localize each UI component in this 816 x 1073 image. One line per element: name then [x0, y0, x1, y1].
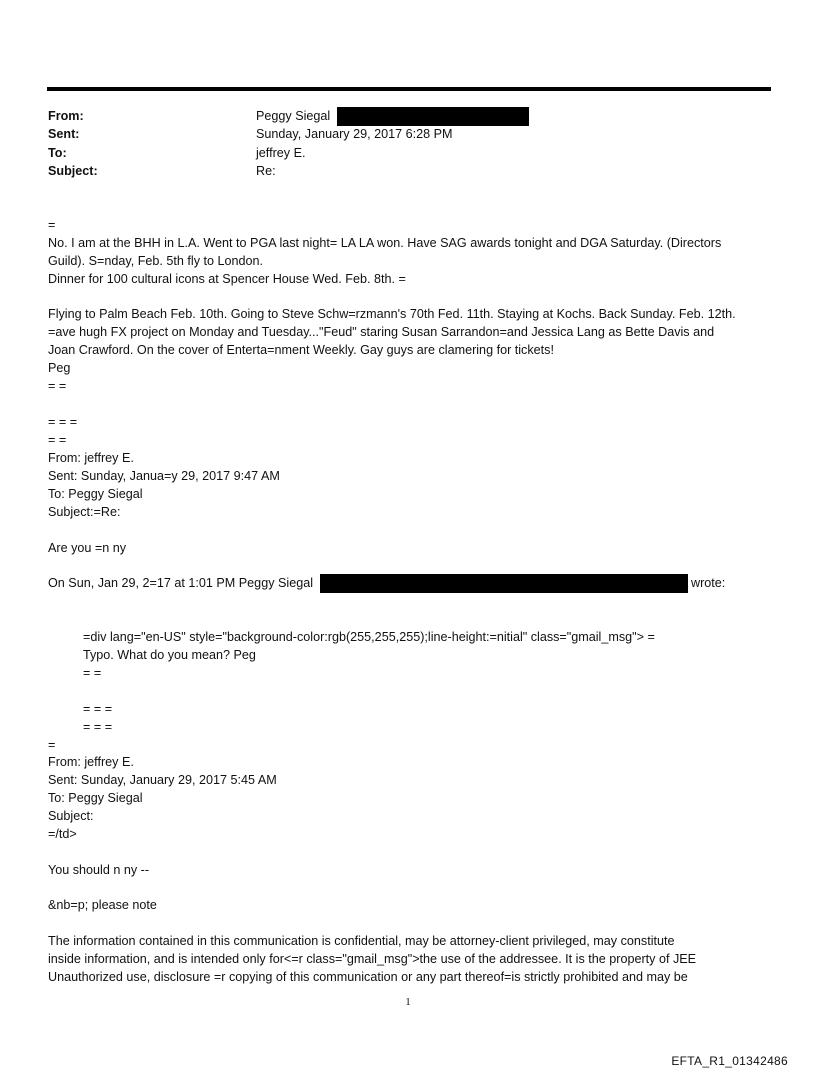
header-rule: [47, 87, 771, 91]
body-line: = =: [48, 379, 67, 393]
quoted-sent: Sent: Sunday, Janua=y 29, 2017 9:47 AM: [48, 469, 280, 483]
body-line: =: [48, 738, 56, 752]
reply-attribution-text: On Sun, Jan 29, 2=17 at 1:01 PM Peggy Siegal: [48, 576, 313, 590]
page-number: 1: [405, 996, 411, 1008]
body-line: Guild). S=nday, Feb. 5th fly to London.: [48, 254, 264, 268]
body-line: =: [48, 218, 56, 232]
quoted-to: To: Peggy Siegal: [48, 487, 143, 501]
quoted-subject: Subject:=Re:: [48, 505, 121, 519]
sent-value: Sunday, January 29, 2017 6:28 PM: [256, 127, 453, 141]
subject-label: Subject:: [48, 164, 98, 178]
to-value: jeffrey E.: [256, 146, 306, 160]
body-line: Joan Crawford. On the cover of Enterta=nment Weekly. Gay guys are clamering for tickets!: [48, 343, 554, 357]
disclaimer-line: The information contained in this communication is confidential, may be attorney-client privileged, may constitute: [48, 934, 675, 948]
reply-attribution: [48, 574, 725, 593]
body-line: = = =: [83, 702, 113, 716]
body-line: = =: [48, 433, 67, 447]
body-line: Flying to Palm Beach Feb. 10th. Going to Steve Schw=rzmann's 70th Fed. 11th. Staying at Kochs. Back Sunday. Feb. 12th.: [48, 307, 736, 321]
body-line: = =: [83, 666, 102, 680]
disclaimer-line: inside information, and is intended only for<=r class="gmail_msg">the use of the addressee. It is the property of JEE: [48, 952, 697, 966]
document-id: EFTA_R1_01342486: [671, 1054, 788, 1068]
signature-line: Peg: [48, 361, 71, 375]
body-line: You should n ny --: [48, 863, 150, 877]
body-line: = = =: [83, 720, 113, 734]
disclaimer-line: Unauthorized use, disclosure =r copying of this communication or any part thereof=is strictly prohibited and may be: [48, 970, 688, 984]
to-label: To:: [48, 146, 67, 160]
quoted-from: From: jeffrey E.: [48, 755, 134, 769]
body-line: =div lang="en-US" style="background-color:rgb(255,255,255);line-height:=nitial" class="gmail_msg"> =: [83, 630, 655, 644]
from-value: [256, 107, 529, 126]
body-line: &nb=p; please note: [48, 898, 157, 912]
from-name: Peggy Siegal: [256, 109, 331, 123]
redaction-bar: [337, 107, 529, 126]
body-line: =/td>: [48, 827, 77, 841]
body-line: =ave hugh FX project on Monday and Tuesday..."Feud" staring Susan Sarrandon=and Jessica Lang as Bette Davis and: [48, 325, 715, 339]
sent-label: Sent:: [48, 127, 80, 141]
reply-attribution-end: wrote:: [691, 576, 726, 590]
body-line: Are you =n ny: [48, 541, 127, 555]
redaction-bar: [320, 574, 688, 593]
body-line: = = =: [48, 415, 78, 429]
subject-value: Re:: [256, 164, 276, 178]
from-label: From:: [48, 109, 84, 123]
body-line: No. I am at the BHH in L.A. Went to PGA last night= LA LA won. Have SAG awards tonight and DGA Saturday. (Directors: [48, 236, 722, 250]
quoted-to: To: Peggy Siegal: [48, 791, 143, 805]
body-line: Dinner for 100 cultural icons at Spencer House Wed. Feb. 8th. =: [48, 272, 406, 286]
quoted-from: From: jeffrey E.: [48, 451, 134, 465]
body-line: Typo. What do you mean? Peg: [83, 648, 256, 662]
quoted-sent: Sent: Sunday, January 29, 2017 5:45 AM: [48, 773, 277, 787]
quoted-subject: Subject:: [48, 809, 94, 823]
